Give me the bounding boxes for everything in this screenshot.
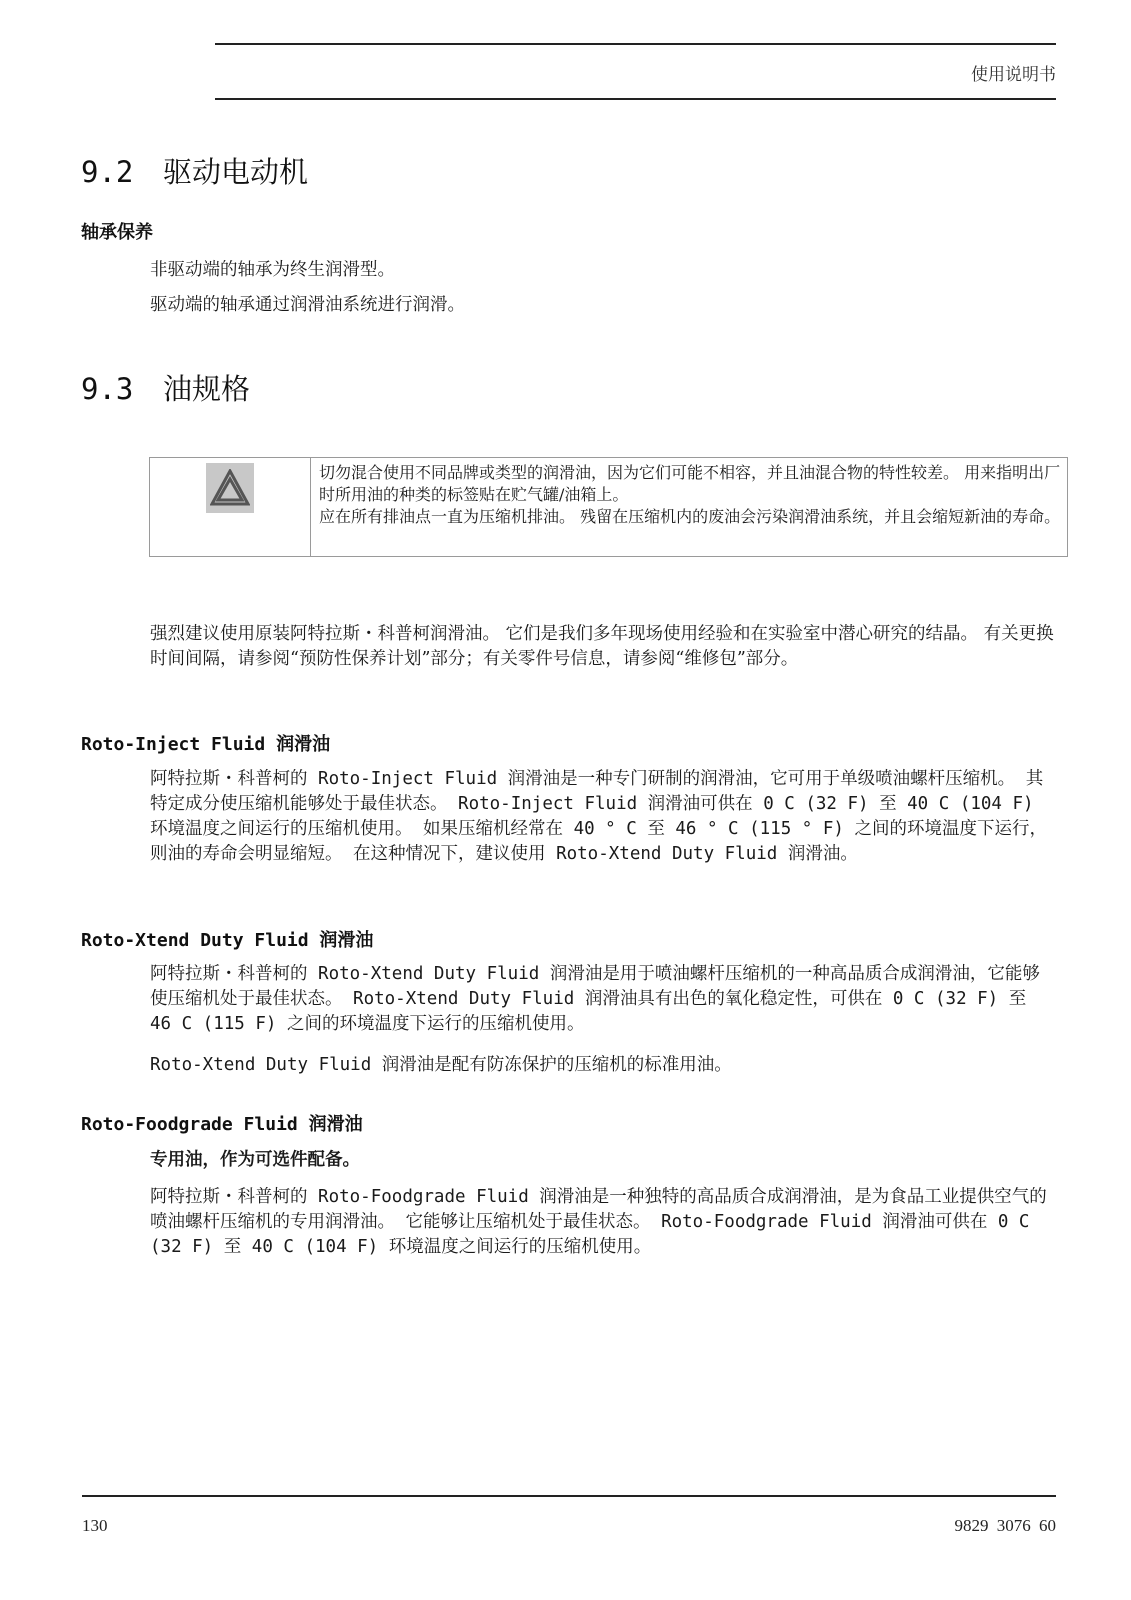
warning-line-drain: 应在所有排油点一直为压缩机排油。 残留在压缩机内的废油会污染润滑油系统，并且会缩短新油的寿命。 (319, 507, 1061, 526)
subhead-bearing-maintenance: 轴承保养 (81, 222, 153, 243)
paragraph-roto-xtend-standard: Roto-Xtend Duty Fluid 润滑油是配有防冻保护的压缩机的标准用油。 (150, 1055, 732, 1075)
warning-text (311, 458, 1067, 556)
section-title-9-2 (81, 150, 308, 191)
subhead-roto-inject: Roto-Inject Fluid 润滑油 (81, 734, 331, 755)
paragraph-roto-foodgrade: 阿特拉斯・科普柯的 Roto-Foodgrade Fluid 润滑油是一种独特的高品质合成润滑油，是为食品工业提供空气的喷油螺杆压缩机的专用润滑油。 它能够让压缩机处于最佳状态。 Roto-Foodgrade Fluid 润滑油可供在 0 C (32 F) 至 40 C (104 F) 环境温度之间运行的压缩机使用。 (150, 1187, 1047, 1257)
subhead-roto-xtend: Roto-Xtend Duty Fluid 润滑油 (81, 930, 374, 951)
document-number: 9829 3076 60 (954, 1516, 1056, 1535)
subhead-roto-foodgrade: Roto-Foodgrade Fluid 润滑油 (81, 1114, 363, 1135)
warning-box (149, 457, 1068, 557)
section-number: 9.3 (81, 372, 134, 406)
header-rule-bottom (215, 98, 1056, 100)
header-rule-top (215, 43, 1056, 45)
paragraph-non-drive-bearing: 非驱动端的轴承为终生润滑型。 (150, 260, 395, 280)
paragraph-drive-bearing: 驱动端的轴承通过润滑油系统进行润滑。 (150, 295, 465, 315)
warning-line-mixing: 切勿混合使用不同品牌或类型的润滑油，因为它们可能不相容，并且油混合物的特性较差。 用来指明出厂时所用油的种类的标签贴在贮气罐/油箱上。 (319, 463, 1061, 504)
section-number: 9.2 (81, 155, 134, 189)
footer-rule (82, 1495, 1056, 1497)
page-number: 130 (82, 1516, 108, 1535)
paragraph-foodgrade-option: 专用油，作为可选件配备。 (150, 1150, 360, 1170)
header-title: 使用说明书 (971, 65, 1056, 85)
section-title-9-3 (81, 367, 250, 408)
section-heading: 驱动电动机 (163, 155, 309, 189)
warning-triangle-icon (206, 463, 254, 513)
paragraph-roto-inject: 阿特拉斯・科普柯的 Roto-Inject Fluid 润滑油是一种专门研制的润滑油，它可用于单级喷油螺杆压缩机。 其特定成分使压缩机能够处于最佳状态。 Roto-Inject Fluid 润滑油可供在 0 C (32 F) 至 40 C (104 F) 环境温度之间运行的压缩机使用。 如果压缩机经常在 40 ° C 至 46 ° C (115 ° F) 之间的环境温度下运行，则油的寿命会明显缩短。 在这种情况下，建议使用 Roto-Xtend Duty Fluid 润滑油。 (150, 769, 1047, 864)
section-heading: 油规格 (163, 372, 251, 406)
warning-icon-cell (150, 458, 311, 556)
paragraph-oil-recommendation: 强烈建议使用原装阿特拉斯・科普柯润滑油。 它们是我们多年现场使用经验和在实验室中潜心研究的结晶。 有关更换时间间隔，请参阅“预防性保养计划”部分；有关零件号信息，请参阅“维修包”部分。 (150, 624, 1054, 669)
paragraph-roto-xtend: 阿特拉斯・科普柯的 Roto-Xtend Duty Fluid 润滑油是用于喷油螺杆压缩机的一种高品质合成润滑油，它能够使压缩机处于最佳状态。 Roto-Xtend Duty Fluid 润滑油具有出色的氧化稳定性，可供在 0 C (32 F) 至 46 C (115 F) 之间的环境温度下运行的压缩机使用。 (150, 964, 1040, 1034)
